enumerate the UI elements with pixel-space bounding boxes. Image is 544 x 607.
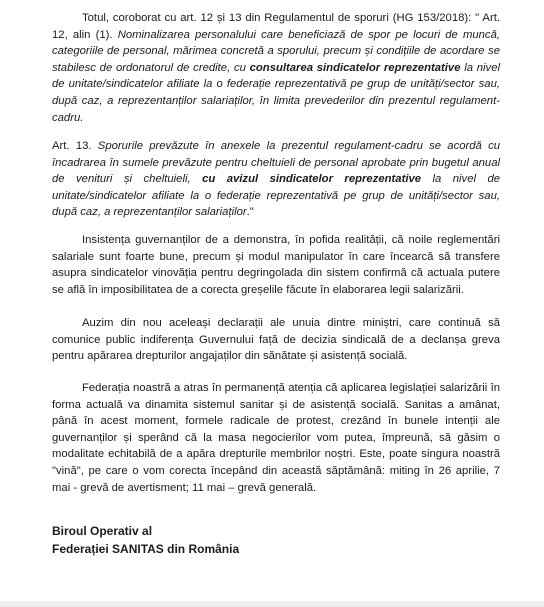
art13-quote: Sporurile prevăzute în anexele la prezentul regulament-cadru se acordă cu încadrarea în sumele prevăzute pentru cheltuieli de personal aprobate prin bugetul anual de venituri și cheltuieli, bbox=[52, 140, 500, 186]
art13-close: ." bbox=[246, 206, 254, 219]
paragraph-regulation-art12 bbox=[52, 10, 500, 126]
art12-emphasis: consultarea sindicatelor reprezentative bbox=[249, 61, 461, 74]
paragraph-regulation-art13 bbox=[52, 138, 500, 221]
page-bottom-edge bbox=[0, 601, 544, 607]
art12-intro: Totul, coroborat cu art. 12 și 13 din Regulamentul de sporuri (HG 153/2018): " Art. 12, alin (1). bbox=[52, 12, 500, 41]
paragraph-government-insistence bbox=[52, 232, 500, 298]
art12-quote-end: la nivel de unitate/sindicatelor afiliate la o federație reprezentativă pe grup de unități/sector sau, după caz, a reprezentanților salariaților, în limita prevederilor din prezentul regulament-cadru. bbox=[52, 61, 500, 124]
paragraph-federation-position bbox=[52, 380, 500, 496]
paragraph-minister-declarations bbox=[52, 315, 500, 365]
art12-quote: Nominalizarea personalului care beneficiază de spor pe locuri de muncă, categoriile de personal, mărimea concretă a sporului, precum și condițiile de acordare se stabilesc de ordonatorul de credite, cu bbox=[52, 28, 500, 74]
paragraph-text: Auzim din nou aceleași declarații ale unuia dintre miniștri, care continuă să comunice public indiferența Guvernului față de decizia sindicală de a declanșa greva pentru apărarea drepturilor angajaților din sănătate și asistență socială. bbox=[52, 317, 500, 363]
art13-label: Art. 13. bbox=[52, 140, 98, 152]
signature-line-1: Biroul Operativ al bbox=[52, 524, 153, 538]
paragraph-text: Insistența guvernanților de a demonstra, în pofida realității, că noile reglementări salariale sunt foarte bune, precum și modul manipulator în care încearcă să transfere asupra sindicatelor vinovăția pentru degringolada din sistem confirmă că actuala putere se află în imposibilitatea de a corecta greșelile făcute în elaborarea legii salarizării. bbox=[52, 234, 500, 296]
paragraph-text: Federația noastră a atras în permanență atenția că aplicarea legislației salarizării în forma actuală va dinamita sistemul sanitar și de asistență socială. Sanitas a amânat, până în acest moment, formele radicale de protest, crezând în bunele intenții ale guvernanților și sperând că la masa negocierilor vom putea, împreună, să găsim o modalitate echitabilă de a apăra drepturile membrilor noștri. Este, poate singura noastră "vină", pe care o vom corecta începând din această săptămână: miting în 26 aprilie, 7 mai - grevă de avertisment; 11 mai – grevă generală. bbox=[52, 382, 500, 494]
signature-line-2: Federației SANITAS din România bbox=[52, 542, 240, 556]
art13-quote-end: la nivel de unitate/sindicatelor afiliate la o federație reprezentativă pe grup de unități/sector sau, după caz, a reprezentanților salariaților bbox=[52, 173, 501, 219]
art13-emphasis: cu avizul sindicatelor reprezentative bbox=[202, 173, 422, 186]
